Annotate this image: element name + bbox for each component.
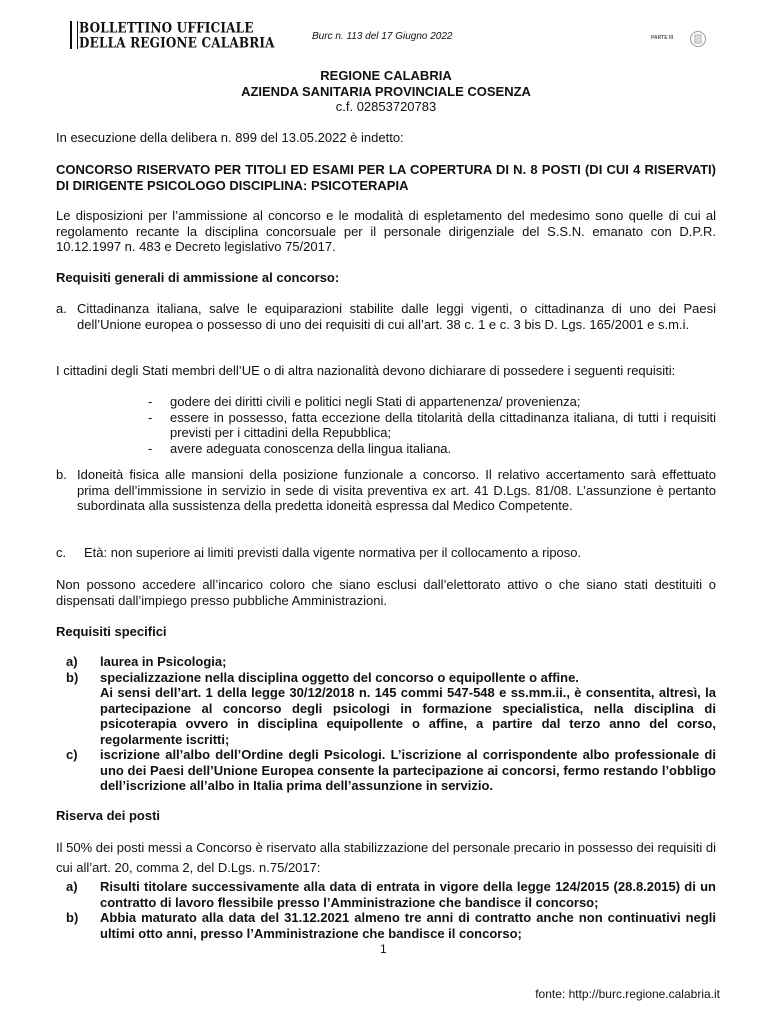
- competition-heading: CONCORSO RISERVATO PER TITOLI ED ESAMI PER LA COPERTURA DI N. 8 POSTI (DI CUI 4 RISERVATI) DI DIRIGENTE PSICOLOGO DISCIPLINA: PSICOTERAPIA: [56, 162, 716, 193]
- list-item: b) specializzazione nella disciplina oggetto del concorso o equipollente o affine.: [66, 669, 579, 685]
- list-item: c) iscrizione all’albo dell’Ordine degli Psicologi. L’iscrizione al corrispondente albo professionale di uno dei Paesi dell’Unione Europea consente la partecipazione ai concorsi, fermo restando l’obbligo dell’iscrizione all’albo in Italia prima dell’assunzione in servizio.: [66, 747, 716, 793]
- list-item: - avere adeguata conoscenza della lingua italiana.: [148, 440, 452, 456]
- fiscal-code: c.f. 02853720783: [335, 99, 437, 114]
- requisito-c-text: Età: non superiore ai limiti previsti dalla vigente normativa per il collocamento a riposo.: [84, 545, 582, 560]
- list-item: a) laurea in Psicologia;: [66, 654, 227, 669]
- list-item: b) Abbia maturato alla data del 31.12.2021 almeno tre anni di contratto anche non continuativi negli ultimi otto anni, presso l’Amministrazione che bandisce il concorso;: [66, 910, 716, 941]
- list-marker: c.: [56, 545, 67, 560]
- requisiti-specifici-heading: Requisiti specifici: [56, 624, 167, 639]
- disposizioni-paragraph: Le disposizioni per l’ammissione al concorso e le modalità di espletamento del medesimo sono quelle di cui al regolamento recante la disciplina concorsuale per il personale dirigenziale del S.S.N. emanato con D.P.R. 10.12.1997 n. 483 e Decreto legislativo 75/2017.: [56, 208, 716, 254]
- issue-label: Burc n. 113 del 17 Giugno 2022: [312, 31, 453, 42]
- dash-list: [148, 394, 716, 456]
- list-item: Ai sensi dell’art. 1 della legge 30/12/2018 n. 145 commi 547-548 e ss.mm.ii., è consentita, altresì, la partecipazione al concorso degli psicologi in formazione specialistica, nella disciplina di psicoterapia ovvero in disciplina equipollente o affine, a partire dal terzo anno del corso, regolarmente iscritti;: [100, 685, 716, 747]
- region-title: REGIONE CALABRIA: [320, 68, 452, 83]
- requisito-b: [56, 467, 716, 531]
- list-item: a) Risulti titolare successivamente alla data di entrata in vigore della legge 124/2015 (28.8.2015) di un contratto di lavoro flessibile presso l’Amministrazione che bandisce il concorso;: [66, 879, 716, 910]
- riserva-paragraph: Il 50% dei posti messi a Concorso è riservato alla stabilizzazione del personale precario in possesso dei requisiti di cui all’art. 20, comma 2, del D.Lgs. n.75/2017:: [56, 840, 716, 875]
- list-marker: a.: [56, 301, 67, 316]
- list-item: - essere in possesso, fatta eccezione della titolarità della cittadinanza italiana, di tutti i requisiti previsti per i cittadini della Repubblica;: [148, 409, 716, 440]
- agency-title: AZIENDA SANITARIA PROVINCIALE COSENZA: [241, 83, 531, 99]
- page-number: 1: [380, 942, 387, 956]
- list-marker: b.: [56, 467, 67, 482]
- document-stamp-icon: [690, 31, 706, 47]
- logo-mark-icon: [70, 21, 78, 49]
- requisito-a: [56, 301, 716, 349]
- list-item: - godere dei diritti civili e politici negli Stati di appartenenza/ provenienza;: [148, 394, 581, 409]
- burc-logo: [70, 18, 275, 54]
- logo-line-1: BOLLETTINO UFFICIALE: [79, 20, 254, 37]
- non-possono-paragraph: Non possono accedere all’incarico coloro che siano esclusi dall’elettorato attivo o che siano stati destituiti o dispensati dall’impiego presso pubbliche Amministrazioni.: [56, 577, 716, 608]
- footer-source: fonte: http://burc.regione.calabria.it: [535, 987, 720, 1001]
- intro-text: In esecuzione della delibera n. 899 del 13.05.2022 è indetto:: [56, 130, 404, 145]
- part-label: PARTE III: [651, 35, 674, 41]
- requisiti-specifici-list: [66, 654, 716, 794]
- riserva-heading: Riserva dei posti: [56, 808, 161, 823]
- requisito-b-text: Idoneità fisica alle mansioni della posizione funzionale a concorso. Il relativo accertamento sarà effettuato prima dell’immissione in servizio in sede di visita preventiva ex art. 41 D.Lgs. 81/08. L’assunzione è pertanto subordinata alla sussistenza della predetta idoneità espressa dal Medico Competente.: [77, 467, 716, 513]
- logo-line-2: DELLA REGIONE CALABRIA: [79, 35, 275, 52]
- requisito-c: [56, 545, 716, 561]
- riserva-list: [66, 879, 716, 941]
- requisiti-generali-heading: Requisiti generali di ammissione al concorso:: [56, 270, 340, 285]
- stati-membri-paragraph: I cittadini degli Stati membri dell’UE o di altra nazionalità devono dichiarare di possedere i seguenti requisiti:: [56, 363, 676, 378]
- title-block: [56, 68, 716, 115]
- requisito-a-text: Cittadinanza italiana, salve le equiparazioni stabilite dalle leggi vigenti, o cittadinanza di uno dei Paesi dell’Unione europea o possesso di uno dei requisiti di cui all’art. 38 c. 1 e c. 3 bis D. Lgs. 165/2001 e s.m.i.: [77, 301, 716, 332]
